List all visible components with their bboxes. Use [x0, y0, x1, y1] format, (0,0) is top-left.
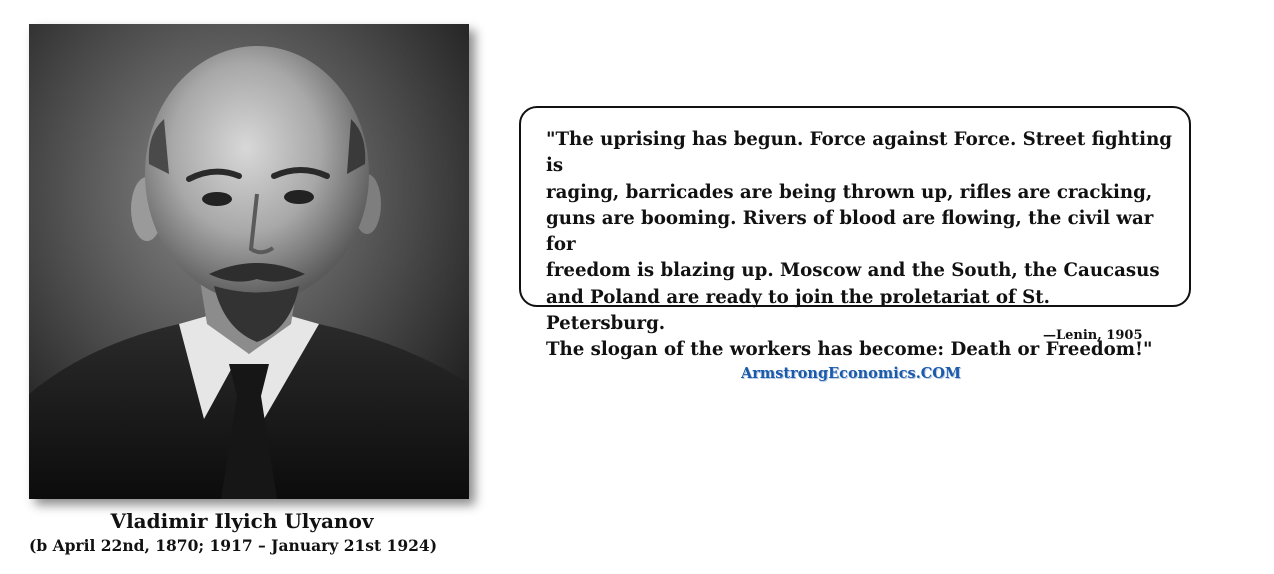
portrait-illustration [29, 24, 469, 499]
portrait-photo [29, 24, 469, 499]
quote-line: and Poland are ready to join the proletariat of St. Petersburg. [546, 286, 1050, 335]
quote-attribution: —Lenin, 1905 [1043, 328, 1143, 343]
site-link[interactable]: ArmstrongEconomics.COM [741, 365, 961, 382]
quote-line: guns are booming. Rivers of blood are flowing, the civil war for [546, 207, 1154, 256]
caption-dates: (b April 22nd, 1870; 1917 – January 21st 1924) [29, 536, 438, 555]
quote-line: freedom is blazing up. Moscow and the South, the Caucasus [546, 260, 1160, 282]
quote-line: The slogan of the workers has become: Death or Freedom!" [546, 339, 1153, 361]
quote-line: "The uprising has begun. Force against Force. Street fighting is [546, 129, 1173, 177]
quote-line: raging, barricades are being thrown up, rifles are cracking, [546, 181, 1153, 203]
caption-name: Vladimir Ilyich Ulyanov [110, 509, 374, 533]
